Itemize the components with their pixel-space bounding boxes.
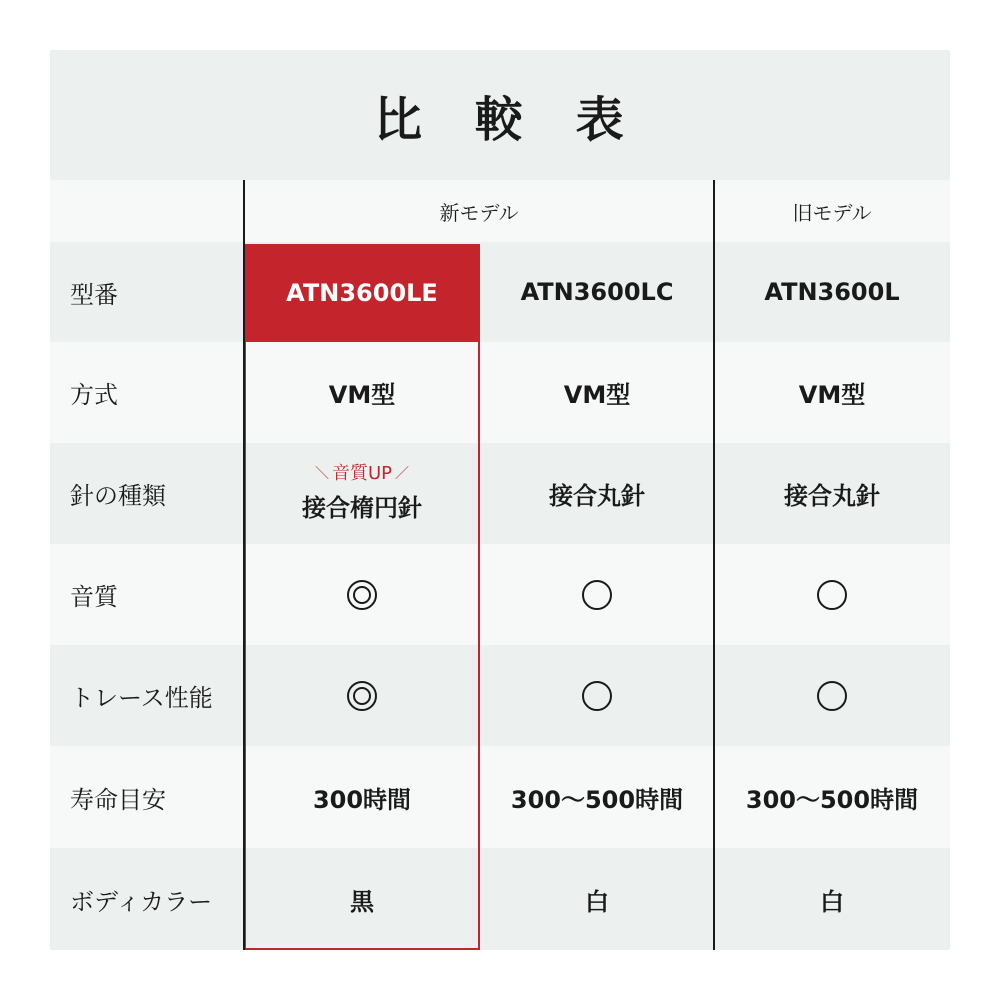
- sound-up-text: 音質UP: [331, 463, 393, 484]
- cell-sound-le: [244, 544, 480, 645]
- cell-color-le: 黒: [350, 887, 374, 916]
- cell-sound-lc: [480, 544, 714, 645]
- row-label-model: 型番: [70, 280, 118, 309]
- row-label-needle: 針の種類: [70, 482, 166, 510]
- cell-life-lc: 300〜500時間: [510, 785, 684, 814]
- table-row-needle: [50, 443, 950, 544]
- divider-left: [243, 180, 245, 950]
- cell-color-l: 白: [820, 887, 844, 916]
- cell-type-lc: VM型: [563, 381, 631, 409]
- circle-icon: [817, 580, 847, 610]
- row-label-life: 寿命目安: [70, 785, 166, 814]
- circle-icon: [582, 681, 612, 711]
- cell-needle-le: [244, 443, 480, 544]
- row-label-sound: 音質: [70, 583, 118, 611]
- cell-sound-l: [714, 544, 950, 645]
- cell-model-lc: ATN3600LC: [520, 278, 674, 306]
- cell-type-l: VM型: [798, 381, 866, 409]
- table-row-model: [50, 242, 950, 342]
- table-row-trace: [50, 645, 950, 746]
- divider-right: [713, 180, 715, 950]
- cell-life-l: 300〜500時間: [745, 785, 919, 814]
- highlight-model-le: ATN3600LE: [244, 244, 480, 342]
- cell-needle-l: 接合丸針: [784, 482, 880, 510]
- circle-icon: [817, 681, 847, 711]
- comparison-table: [50, 50, 950, 950]
- cell-life-le: 300時間: [312, 785, 412, 814]
- table-row-life: [50, 746, 950, 848]
- table-title: 比 較 表: [50, 50, 950, 180]
- needle-le-text: 接合楕円針: [302, 494, 422, 522]
- new-model-header: 新モデル: [439, 200, 519, 225]
- circle-icon: [582, 580, 612, 610]
- table-row-color: [50, 848, 950, 950]
- cell-trace-le: [244, 645, 480, 746]
- cell-trace-lc: [480, 645, 714, 746]
- old-model-header: 旧モデル: [792, 200, 872, 225]
- sound-up-badge: ＼ 音質UP ／: [314, 463, 410, 484]
- row-label-color: ボディカラー: [70, 887, 213, 916]
- double-circle-icon: [347, 681, 377, 711]
- table-row-type: [50, 342, 950, 443]
- cell-needle-lc: 接合丸針: [549, 482, 645, 510]
- cell-model-l: ATN3600L: [764, 278, 900, 306]
- table-row-sound: [50, 544, 950, 645]
- cell-trace-l: [714, 645, 950, 746]
- cell-color-lc: 白: [585, 887, 609, 916]
- row-label-type: 方式: [70, 381, 118, 409]
- row-label-trace: トレース性能: [70, 684, 213, 712]
- cell-type-le: VM型: [328, 381, 396, 409]
- header-row: [50, 180, 950, 242]
- double-circle-icon: [347, 580, 377, 610]
